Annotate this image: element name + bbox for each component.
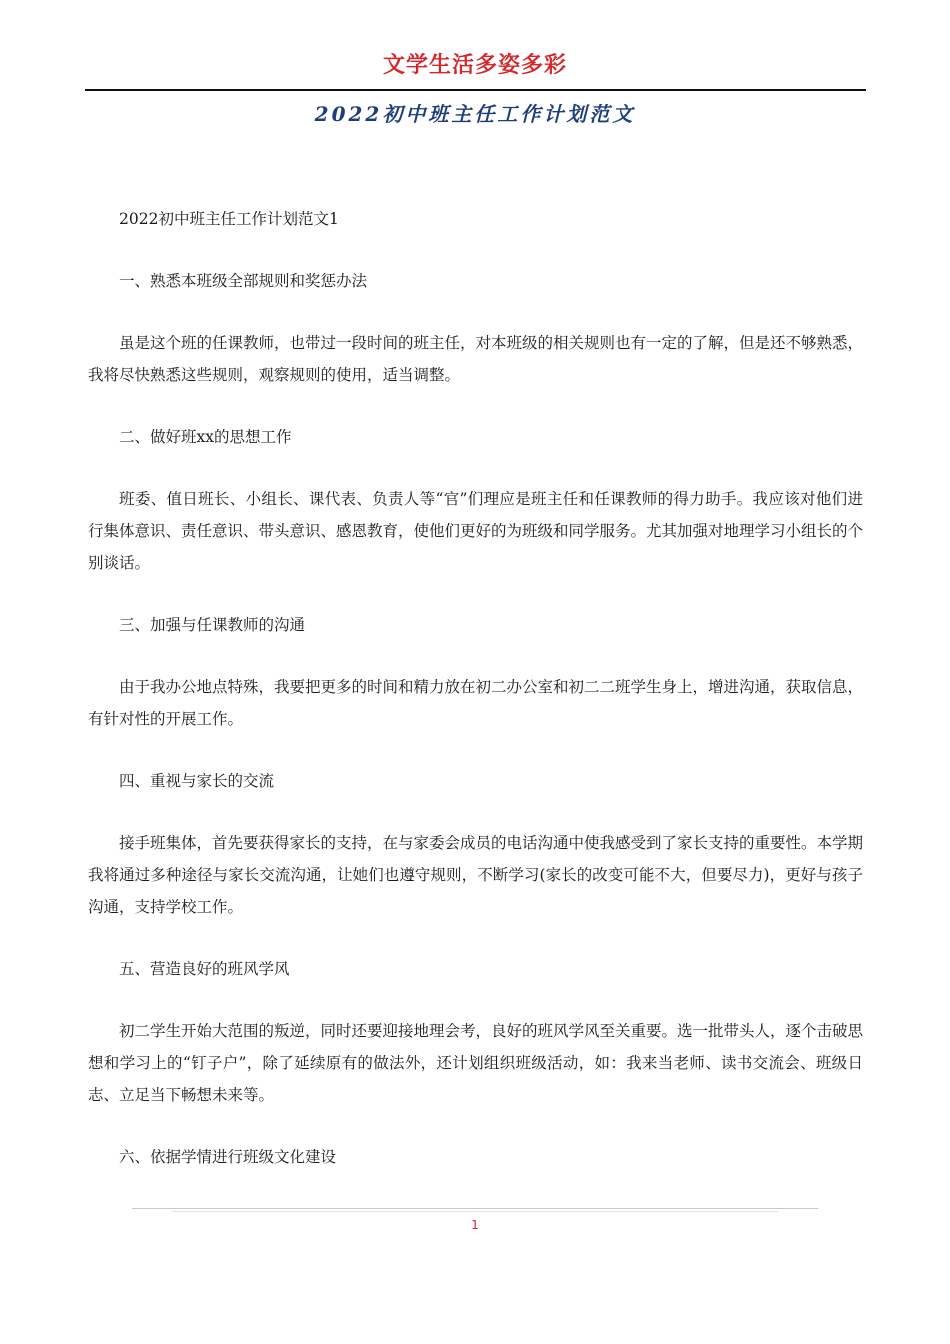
section-heading-2: 二、做好班xx的思想工作 — [119, 428, 292, 446]
page-number: 1 — [471, 1218, 479, 1232]
section-heading-3: 三、加强与任课教师的沟通 — [119, 616, 306, 634]
paragraph-2: 班委、值日班长、小组长、课代表、负责人等“官”们理应是班主任和任课教师的得力助手。我应该对他们进行集体意识、责任意识、带头意识、感恩教育，使他们更好的为班级和同学服务。尤其加强对地理学习小组长的个别谈话。 — [88, 490, 864, 572]
section-heading-5: 五、营造良好的班风学风 — [119, 960, 290, 978]
section-heading-1: 一、熟悉本班级全部规则和奖惩办法 — [119, 272, 368, 290]
header-divider — [85, 89, 866, 91]
footer-divider — [132, 1208, 818, 1209]
paragraph-1: 虽是这个班的任课教师，也带过一段时间的班主任，对本班级的相关规则也有一定的了解，但是还不够熟悉，我将尽快熟悉这些规则，观察规则的使用，适当调整。 — [88, 334, 864, 384]
document-body — [88, 203, 863, 1203]
paragraph-3: 由于我办公地点特殊，我要把更多的时间和精力放在初二办公室和初二二班学生身上，增进沟通，获取信息，有针对性的开展工作。 — [88, 678, 864, 728]
site-title: 文学生活多姿多彩 — [382, 53, 567, 78]
section-heading-6: 六、依据学情进行班级文化建设 — [119, 1148, 337, 1166]
paragraph-4: 接手班集体，首先要获得家长的支持，在与家委会成员的电话沟通中使我感受到了家长支持的重要性。本学期我将通过多种途径与家长交流沟通，让她们也遵守规则，不断学习(家长的改变可能不大，但要尽力)，更好与孩子沟通，支持学校工作。 — [88, 834, 864, 916]
section-heading-4: 四、重视与家长的交流 — [119, 772, 275, 790]
paragraph-heading-main: 2022初中班主任工作计划范文1 — [119, 210, 339, 228]
document-title: 2022初中班主任工作计划范文 — [314, 102, 636, 126]
paragraph-5: 初二学生开始大范围的叛逆，同时还要迎接地理会考，良好的班风学风至关重要。选一批带头人，逐个击破思想和学习上的“钉子户”，除了延续原有的做法外，还计划组织班级活动，如：我来当老师、读书交流会、班级日志、立足当下畅想未来等。 — [88, 1022, 864, 1104]
